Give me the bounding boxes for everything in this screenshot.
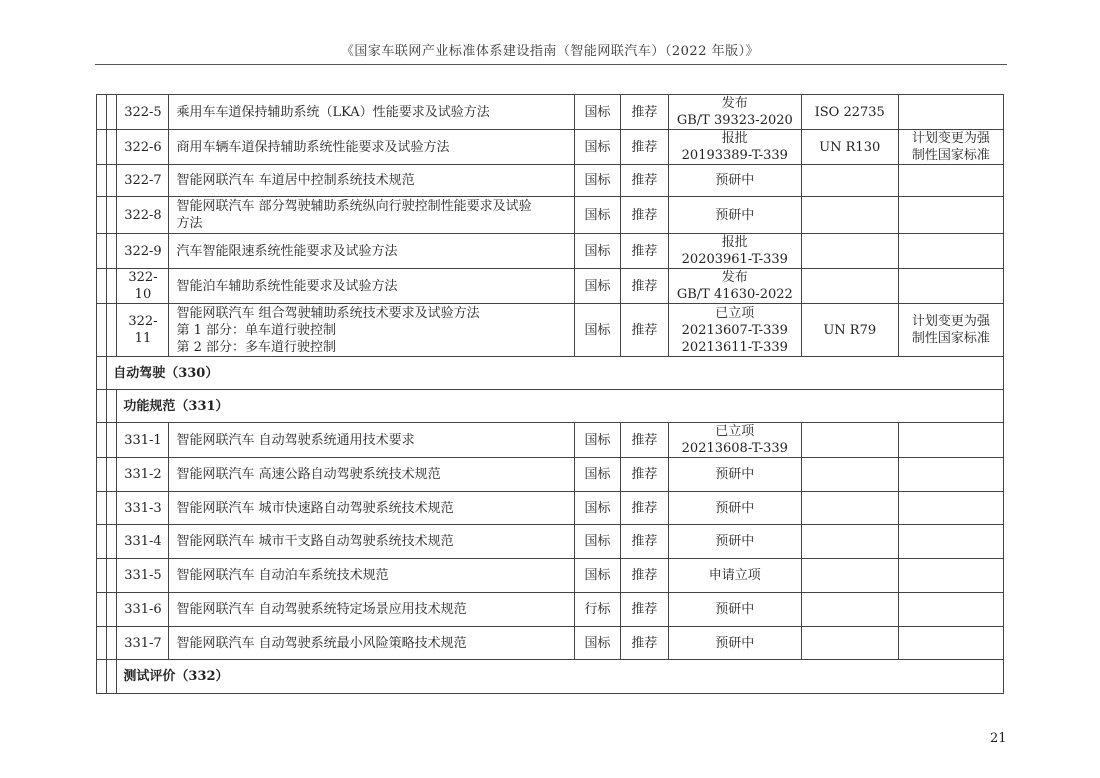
international-reference xyxy=(801,269,898,304)
standard-status-line: 申请立项 xyxy=(708,568,761,583)
international-reference xyxy=(801,525,898,559)
standard-type: 国标 xyxy=(574,458,620,492)
table-row xyxy=(97,559,1004,593)
standard-name-line: 智能网联汽车 自动驾驶系统最小风险策略技术规范 xyxy=(176,635,467,651)
standard-remark-line: 计划变更为强 xyxy=(911,131,990,146)
standard-status-line: 20213611-T-339 xyxy=(681,339,788,355)
international-reference-line: ISO 22735 xyxy=(814,104,885,120)
outer-gutter-cell xyxy=(97,559,107,593)
outer-gutter-cell xyxy=(97,234,107,269)
standard-type: 国标 xyxy=(574,269,620,304)
standard-name-line: 智能网联汽车 组合驾驶辅助系统技术要求及试验方法 xyxy=(176,305,480,321)
table-body-331 xyxy=(97,423,1004,660)
international-reference xyxy=(801,492,898,525)
international-reference xyxy=(801,165,898,197)
international-reference xyxy=(801,627,898,660)
standard-name-line: 智能网联汽车 城市快速路自动驾驶系统技术规范 xyxy=(176,500,454,516)
standard-name xyxy=(169,304,574,357)
standard-name xyxy=(169,197,574,234)
standard-type: 行标 xyxy=(574,593,620,627)
standard-remark xyxy=(898,130,1003,165)
standard-name xyxy=(169,95,574,130)
standard-remark xyxy=(898,525,1003,559)
table-body-332 xyxy=(97,660,1004,694)
standard-status xyxy=(668,130,801,165)
standards-table xyxy=(96,94,1004,694)
table-row xyxy=(97,197,1004,234)
standard-status xyxy=(668,304,801,357)
standard-name-line: 智能网联汽车 自动泊车系统技术规范 xyxy=(176,568,389,583)
standard-id: 331-2 xyxy=(117,458,169,492)
table-row xyxy=(97,593,1004,627)
international-reference xyxy=(801,130,898,165)
standard-id: 322-8 xyxy=(117,197,169,234)
inner-gutter-cell xyxy=(107,95,117,130)
standard-remark xyxy=(898,559,1003,593)
table-row xyxy=(97,234,1004,269)
international-reference xyxy=(801,559,898,593)
standard-status-line: 预研中 xyxy=(715,467,755,482)
standard-name xyxy=(169,525,574,559)
page-header: 《国家车联网产业标准体系建设指南（智能网联汽车）（2022 年版）》 xyxy=(340,44,760,59)
international-reference xyxy=(801,95,898,130)
inner-gutter-cell xyxy=(107,269,117,304)
standard-type: 国标 xyxy=(574,304,620,357)
inner-gutter-cell xyxy=(107,197,117,234)
standard-name xyxy=(169,492,574,525)
section-row xyxy=(97,357,1004,390)
outer-gutter-cell xyxy=(97,269,107,304)
inner-gutter-cell xyxy=(107,130,117,165)
standard-status xyxy=(668,525,801,559)
international-reference xyxy=(801,197,898,234)
standard-name xyxy=(169,130,574,165)
international-reference-line: UN R130 xyxy=(819,139,881,155)
standard-type: 国标 xyxy=(574,95,620,130)
table-body-322 xyxy=(97,95,1004,357)
standard-status-line: 预研中 xyxy=(715,500,755,516)
table-row xyxy=(97,525,1004,559)
table-row xyxy=(97,304,1004,357)
standard-status xyxy=(668,423,801,458)
outer-gutter-cell xyxy=(97,197,107,234)
standard-type: 国标 xyxy=(574,559,620,593)
standard-nature: 推荐 xyxy=(620,269,668,304)
standard-remark xyxy=(898,197,1003,234)
standard-status-line: 20213607-T-339 xyxy=(681,322,788,338)
standard-status xyxy=(668,492,801,525)
standard-name xyxy=(169,269,574,304)
standard-nature: 推荐 xyxy=(620,197,668,234)
standard-status xyxy=(668,269,801,304)
standard-status-line: GB/T 41630-2022 xyxy=(676,287,793,302)
standard-status xyxy=(668,593,801,627)
table-row xyxy=(97,492,1004,525)
outer-gutter-cell xyxy=(97,525,107,559)
standard-remark xyxy=(898,269,1003,304)
inner-gutter-cell xyxy=(107,458,117,492)
standard-nature: 推荐 xyxy=(620,458,668,492)
subsection-heading-332: 测试评价（332） xyxy=(117,660,1004,694)
standard-status-line: 报批 xyxy=(721,131,748,146)
standard-status-line: GB/T 39323-2020 xyxy=(676,113,793,128)
standard-nature: 推荐 xyxy=(620,304,668,357)
standard-type: 国标 xyxy=(574,492,620,525)
outer-gutter-cell xyxy=(97,660,107,694)
inner-gutter-cell xyxy=(107,660,117,694)
standard-nature: 推荐 xyxy=(620,423,668,458)
standard-status-line: 报批 xyxy=(721,235,748,250)
international-reference xyxy=(801,234,898,269)
standard-status xyxy=(668,165,801,197)
standard-nature: 推荐 xyxy=(620,559,668,593)
standard-name-line: 智能网联汽车 城市干支路自动驾驶系统技术规范 xyxy=(176,534,454,549)
standard-id: 331-4 xyxy=(117,525,169,559)
standard-status-line: 20193389-T-339 xyxy=(681,148,788,163)
subsection-row xyxy=(97,660,1004,694)
standard-status-line: 发布 xyxy=(721,96,748,111)
outer-gutter-cell xyxy=(97,492,107,525)
table-row xyxy=(97,95,1004,130)
standard-name xyxy=(169,559,574,593)
standard-id: 331-3 xyxy=(117,492,169,525)
standard-type: 国标 xyxy=(574,165,620,197)
standard-nature: 推荐 xyxy=(620,234,668,269)
standard-status xyxy=(668,95,801,130)
standard-status-line: 预研中 xyxy=(715,602,755,617)
standard-status-line: 已立项 xyxy=(715,305,755,321)
standard-name-line: 智能泊车辅助系统性能要求及试验方法 xyxy=(176,278,398,294)
inner-gutter-cell xyxy=(107,234,117,269)
standard-status-line: 预研中 xyxy=(715,173,755,188)
standard-remark xyxy=(898,627,1003,660)
outer-gutter-cell xyxy=(97,627,107,660)
table-row xyxy=(97,423,1004,458)
inner-gutter-cell xyxy=(107,525,117,559)
table-row xyxy=(97,130,1004,165)
standard-name-line: 第 1 部分：单车道行驶控制 xyxy=(176,322,337,338)
table-row xyxy=(97,165,1004,197)
standard-remark xyxy=(898,234,1003,269)
standard-remark xyxy=(898,95,1003,130)
outer-gutter-cell xyxy=(97,458,107,492)
international-reference-line: UN R79 xyxy=(823,322,877,338)
standard-type: 国标 xyxy=(574,234,620,269)
standard-remark xyxy=(898,492,1003,525)
standard-name-line: 智能网联汽车 自动驾驶系统通用技术要求 xyxy=(176,432,415,448)
standard-id: 322-9 xyxy=(117,234,169,269)
standard-id: 331-5 xyxy=(117,559,169,593)
page-number: 21 xyxy=(990,731,1007,746)
standard-remark xyxy=(898,165,1003,197)
international-reference xyxy=(801,593,898,627)
inner-gutter-cell xyxy=(107,304,117,357)
standard-id: 322-6 xyxy=(117,130,169,165)
standard-status-line: 预研中 xyxy=(715,534,755,549)
inner-gutter-cell xyxy=(107,390,117,423)
standard-nature: 推荐 xyxy=(620,95,668,130)
inner-gutter-cell xyxy=(107,423,117,458)
standard-name xyxy=(169,593,574,627)
inner-gutter-cell xyxy=(107,559,117,593)
standard-remark xyxy=(898,304,1003,357)
standard-name-line: 第 2 部分：多车道行驶控制 xyxy=(176,339,337,355)
standard-nature: 推荐 xyxy=(620,130,668,165)
standard-status-line: 预研中 xyxy=(715,635,755,651)
standard-name xyxy=(169,234,574,269)
standard-status-line: 20203961-T-339 xyxy=(681,252,788,267)
international-reference xyxy=(801,304,898,357)
outer-gutter-cell xyxy=(97,130,107,165)
table-body-330 xyxy=(97,357,1004,423)
standard-id: 322-10 xyxy=(117,269,169,304)
standard-name xyxy=(169,627,574,660)
standard-name-line: 智能网联汽车 自动驾驶系统特定场景应用技术规范 xyxy=(176,602,467,617)
standard-name-line: 智能网联汽车 高速公路自动驾驶系统技术规范 xyxy=(176,467,441,482)
subsection-row xyxy=(97,390,1004,423)
inner-gutter-cell xyxy=(107,627,117,660)
standard-name-line: 方法 xyxy=(176,216,203,231)
standard-status xyxy=(668,627,801,660)
outer-gutter-cell xyxy=(97,165,107,197)
standard-nature: 推荐 xyxy=(620,165,668,197)
standard-remark-line: 计划变更为强 xyxy=(911,314,990,329)
standard-remark xyxy=(898,593,1003,627)
standard-name xyxy=(169,458,574,492)
standard-nature: 推荐 xyxy=(620,593,668,627)
standard-id: 331-1 xyxy=(117,423,169,458)
section-heading-330: 自动驾驶（330） xyxy=(107,357,1004,390)
standard-type: 国标 xyxy=(574,525,620,559)
table-row xyxy=(97,627,1004,660)
standard-status xyxy=(668,234,801,269)
standard-name-line: 智能网联汽车 车道居中控制系统技术规范 xyxy=(176,173,415,188)
standard-status xyxy=(668,197,801,234)
standard-nature: 推荐 xyxy=(620,492,668,525)
standard-remark-line: 制性国家标准 xyxy=(911,331,990,346)
standard-remark xyxy=(898,423,1003,458)
standard-remark xyxy=(898,458,1003,492)
standard-id: 331-6 xyxy=(117,593,169,627)
outer-gutter-cell xyxy=(97,423,107,458)
standard-nature: 推荐 xyxy=(620,525,668,559)
standard-type: 国标 xyxy=(574,423,620,458)
standard-status xyxy=(668,559,801,593)
standard-nature: 推荐 xyxy=(620,627,668,660)
standard-id: 322-7 xyxy=(117,165,169,197)
standard-name-line: 商用车辆车道保持辅助系统性能要求及试验方法 xyxy=(176,139,450,155)
standard-status xyxy=(668,458,801,492)
inner-gutter-cell xyxy=(107,492,117,525)
standard-status-line: 预研中 xyxy=(715,207,755,223)
outer-gutter-cell xyxy=(97,357,107,390)
inner-gutter-cell xyxy=(107,593,117,627)
standard-id: 322-5 xyxy=(117,95,169,130)
outer-gutter-cell xyxy=(97,95,107,130)
standard-name xyxy=(169,423,574,458)
standard-id: 322-11 xyxy=(117,304,169,357)
standard-name xyxy=(169,165,574,197)
standard-status-line: 20213608-T-339 xyxy=(681,441,788,456)
table-row xyxy=(97,458,1004,492)
outer-gutter-cell xyxy=(97,304,107,357)
standard-name-line: 智能网联汽车 部分驾驶辅助系统纵向行驶控制性能要求及试验 xyxy=(176,199,532,214)
standard-status-line: 已立项 xyxy=(715,424,755,439)
header-divider xyxy=(95,64,1007,65)
standard-name-line: 汽车智能限速系统性能要求及试验方法 xyxy=(176,243,398,259)
international-reference xyxy=(801,458,898,492)
standard-type: 国标 xyxy=(574,627,620,660)
subsection-heading-331: 功能规范（331） xyxy=(117,390,1004,423)
standard-remark-line: 制性国家标准 xyxy=(911,148,990,163)
table-row xyxy=(97,269,1004,304)
standard-status-line: 发布 xyxy=(721,270,748,285)
inner-gutter-cell xyxy=(107,165,117,197)
standard-id: 331-7 xyxy=(117,627,169,660)
standard-type: 国标 xyxy=(574,197,620,234)
outer-gutter-cell xyxy=(97,390,107,423)
outer-gutter-cell xyxy=(97,593,107,627)
standard-name-line: 乘用车车道保持辅助系统（LKA）性能要求及试验方法 xyxy=(176,104,490,120)
standard-type: 国标 xyxy=(574,130,620,165)
international-reference xyxy=(801,423,898,458)
